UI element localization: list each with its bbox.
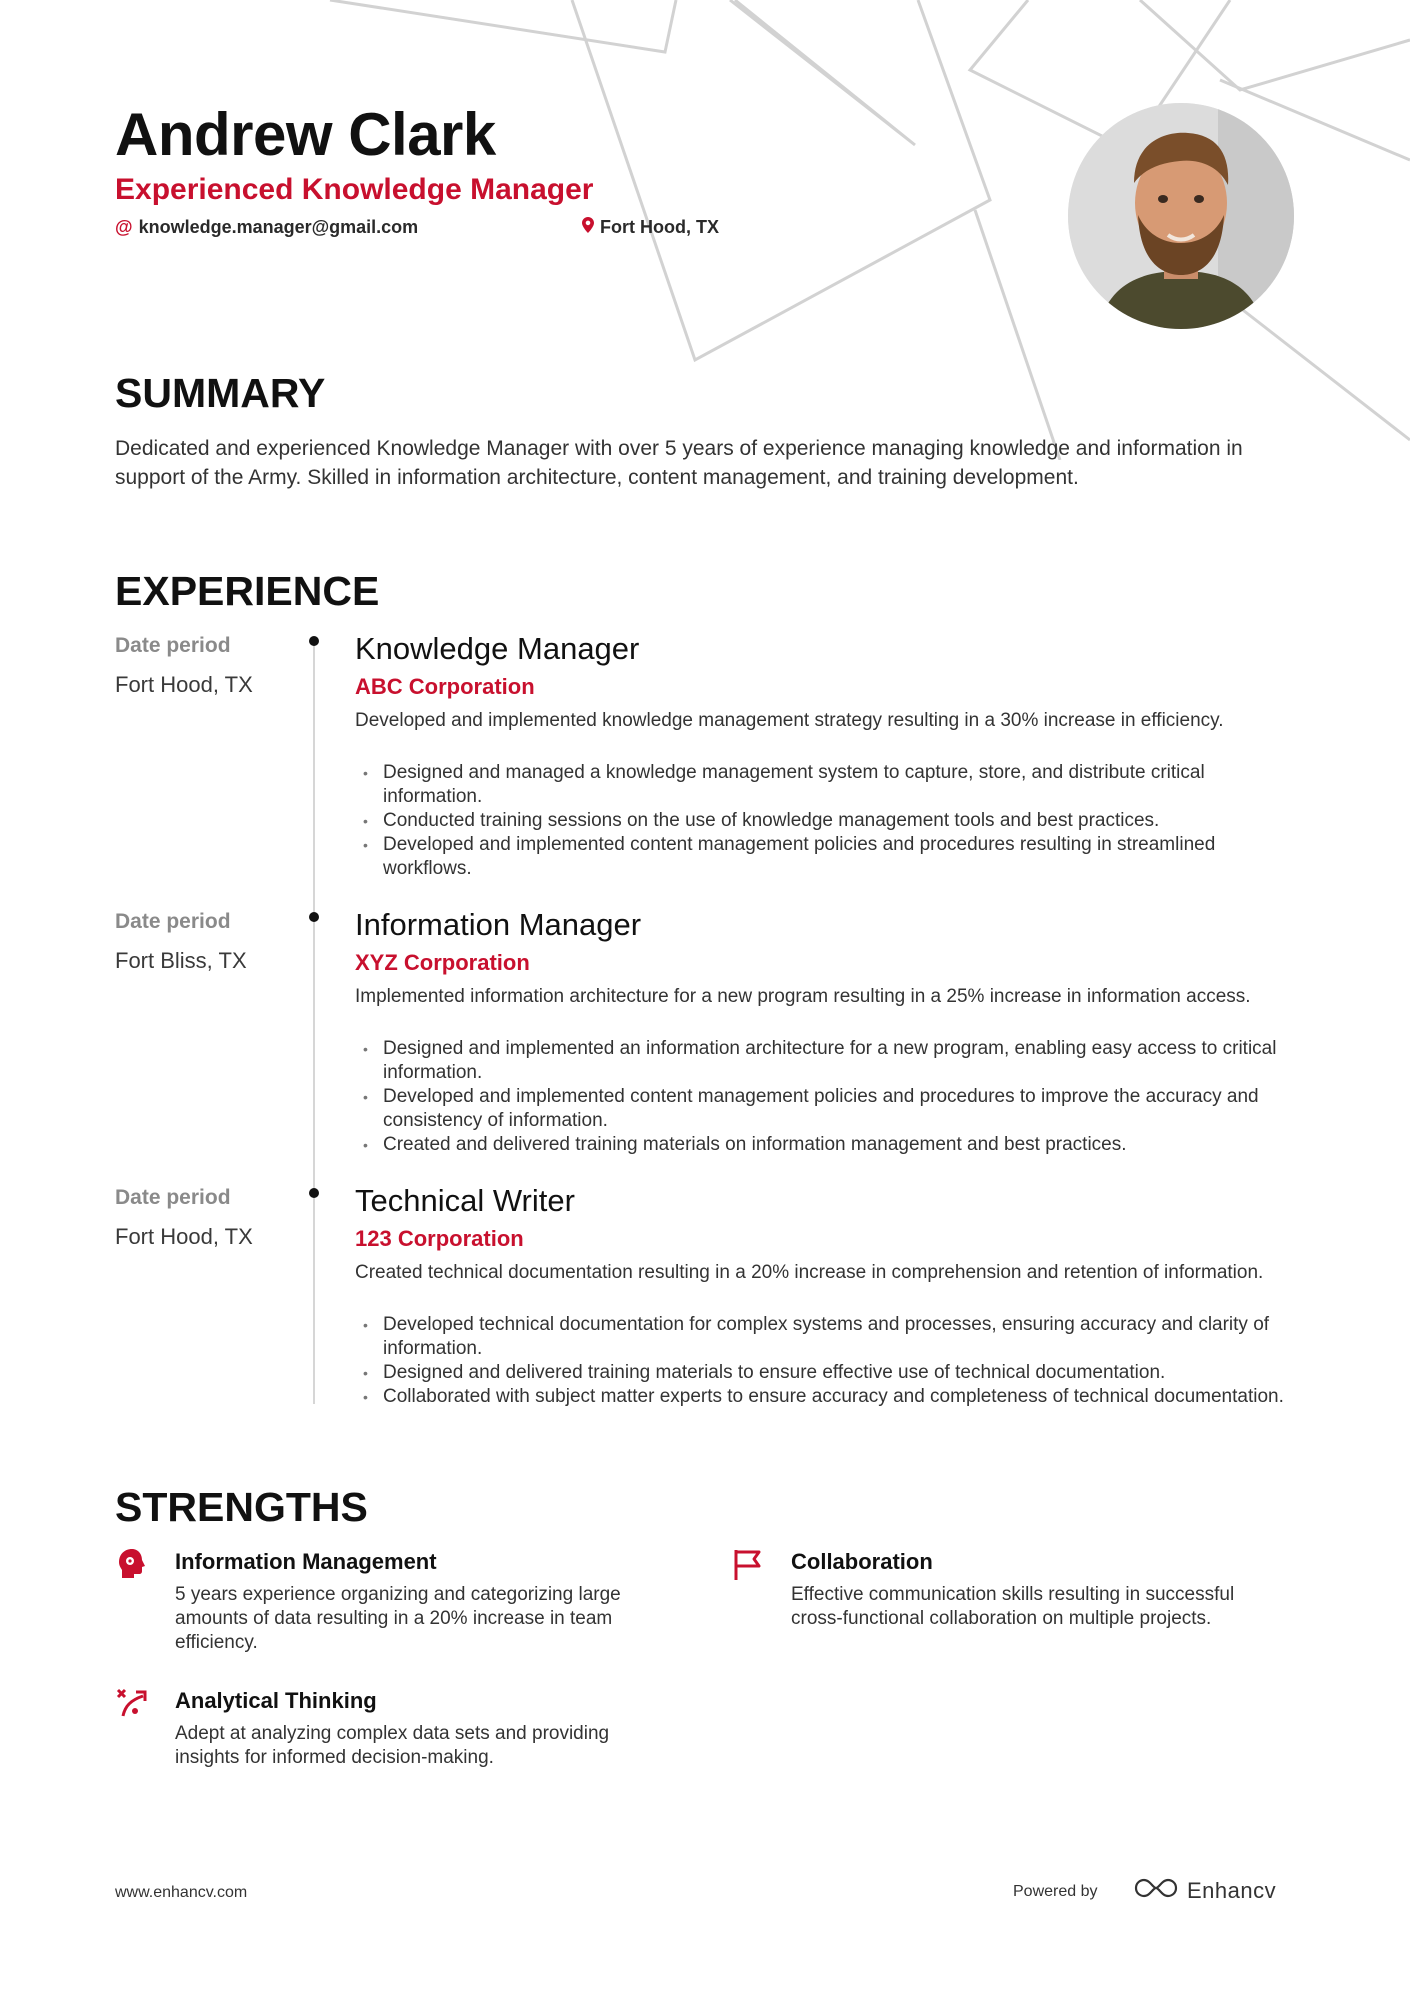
strength-description: Effective communication skills resulting in successful cross-functional collaboration on multiple projects.: [791, 1584, 1235, 1629]
job-location: Fort Bliss, TX: [115, 948, 247, 973]
strength-title: Information Management: [175, 1549, 437, 1574]
experience-heading: EXPERIENCE: [115, 568, 380, 614]
job-bullet: • Designed and implemented an information architecture for a new program, enabling easy access to critical information.: [355, 1037, 1295, 1085]
job-title: Information Manager: [355, 907, 642, 942]
job-bullet: • Developed technical documentation for complex systems and processes, ensuring accuracy and clarity of information.: [355, 1313, 1295, 1361]
timeline-dot: [309, 1188, 319, 1198]
at-icon: @: [115, 217, 133, 237]
flag-icon: [731, 1547, 765, 1581]
contact-location: [582, 217, 719, 238]
strength-description: Adept at analyzing complex data sets and providing insights for informed decision-making.: [175, 1723, 610, 1768]
job-company: 123 Corporation: [355, 1226, 524, 1251]
job-bullet: • Designed and delivered training materials to ensure effective use of technical documentation.: [355, 1361, 1295, 1385]
job-bullet-list: [355, 1037, 1295, 1157]
job-bullet: • Conducted training sessions on the use of knowledge management tools and best practices.: [355, 809, 1295, 833]
footer-brand[interactable]: [1133, 1876, 1276, 1905]
email-text: knowledge.manager@gmail.com: [138, 217, 419, 237]
candidate-name: Andrew Clark: [115, 101, 496, 168]
enhancv-logo-icon: [1133, 1876, 1179, 1905]
timeline-line: [313, 642, 315, 1404]
footer-website-link[interactable]: www.enhancv.com: [115, 1884, 248, 1901]
strength-title: Analytical Thinking: [175, 1688, 377, 1713]
job-description: Developed and implemented knowledge management strategy resulting in a 30% increase in efficiency.: [355, 710, 1224, 731]
summary-heading: SUMMARY: [115, 370, 326, 416]
profile-photo: [1068, 103, 1294, 329]
job-location: Fort Hood, TX: [115, 672, 253, 697]
job-title: Technical Writer: [355, 1183, 575, 1218]
strengths-heading: STRENGTHS: [115, 1484, 368, 1530]
footer-powered-by: Powered by: [1013, 1883, 1098, 1900]
footer-brand-name: Enhancv: [1187, 1877, 1277, 1903]
job-description: Implemented information architecture for a new program resulting in a 25% increase in information access.: [355, 986, 1251, 1007]
job-bullet: • Collaborated with subject matter experts to ensure accuracy and completeness of technical documentation.: [355, 1385, 1295, 1409]
strength-title: Collaboration: [791, 1549, 933, 1574]
job-bullet: • Designed and managed a knowledge management system to capture, store, and distribute critical information.: [355, 761, 1295, 809]
job-date: Date period: [115, 910, 231, 933]
job-bullet-list: [355, 761, 1295, 881]
strength-description: 5 years experience organizing and categorizing large amounts of data resulting in a 20% increase in team efficiency.: [175, 1584, 621, 1653]
job-bullet: • Developed and implemented content management policies and procedures resulting in streamlined workflows.: [355, 833, 1295, 881]
strategy-arrow-icon: [115, 1686, 149, 1720]
job-date: Date period: [115, 634, 231, 657]
summary-text: Dedicated and experienced Knowledge Manager with over 5 years of experience managing knowledge and information in support of the Army. Skilled in information architecture, content management, and training development.: [115, 437, 1243, 489]
timeline-dot: [309, 912, 319, 922]
candidate-title: Experienced Knowledge Manager: [115, 173, 594, 206]
job-title: Knowledge Manager: [355, 631, 640, 666]
job-date: Date period: [115, 1186, 231, 1209]
contact-email[interactable]: [115, 217, 418, 238]
job-location: Fort Hood, TX: [115, 1224, 253, 1249]
map-pin-icon: [582, 217, 594, 238]
location-text: Fort Hood, TX: [600, 217, 719, 237]
timeline-dot: [309, 636, 319, 646]
job-bullet-list: [355, 1313, 1295, 1409]
job-description: Created technical documentation resulting in a 20% increase in comprehension and retention of information.: [355, 1262, 1264, 1283]
head-brain-icon: [115, 1547, 149, 1581]
job-company: ABC Corporation: [355, 674, 535, 699]
job-company: XYZ Corporation: [355, 950, 530, 975]
job-bullet: • Developed and implemented content management policies and procedures to improve the accuracy and consistency of information.: [355, 1085, 1295, 1133]
job-bullet: • Created and delivered training materials on information management and best practices.: [355, 1133, 1295, 1157]
